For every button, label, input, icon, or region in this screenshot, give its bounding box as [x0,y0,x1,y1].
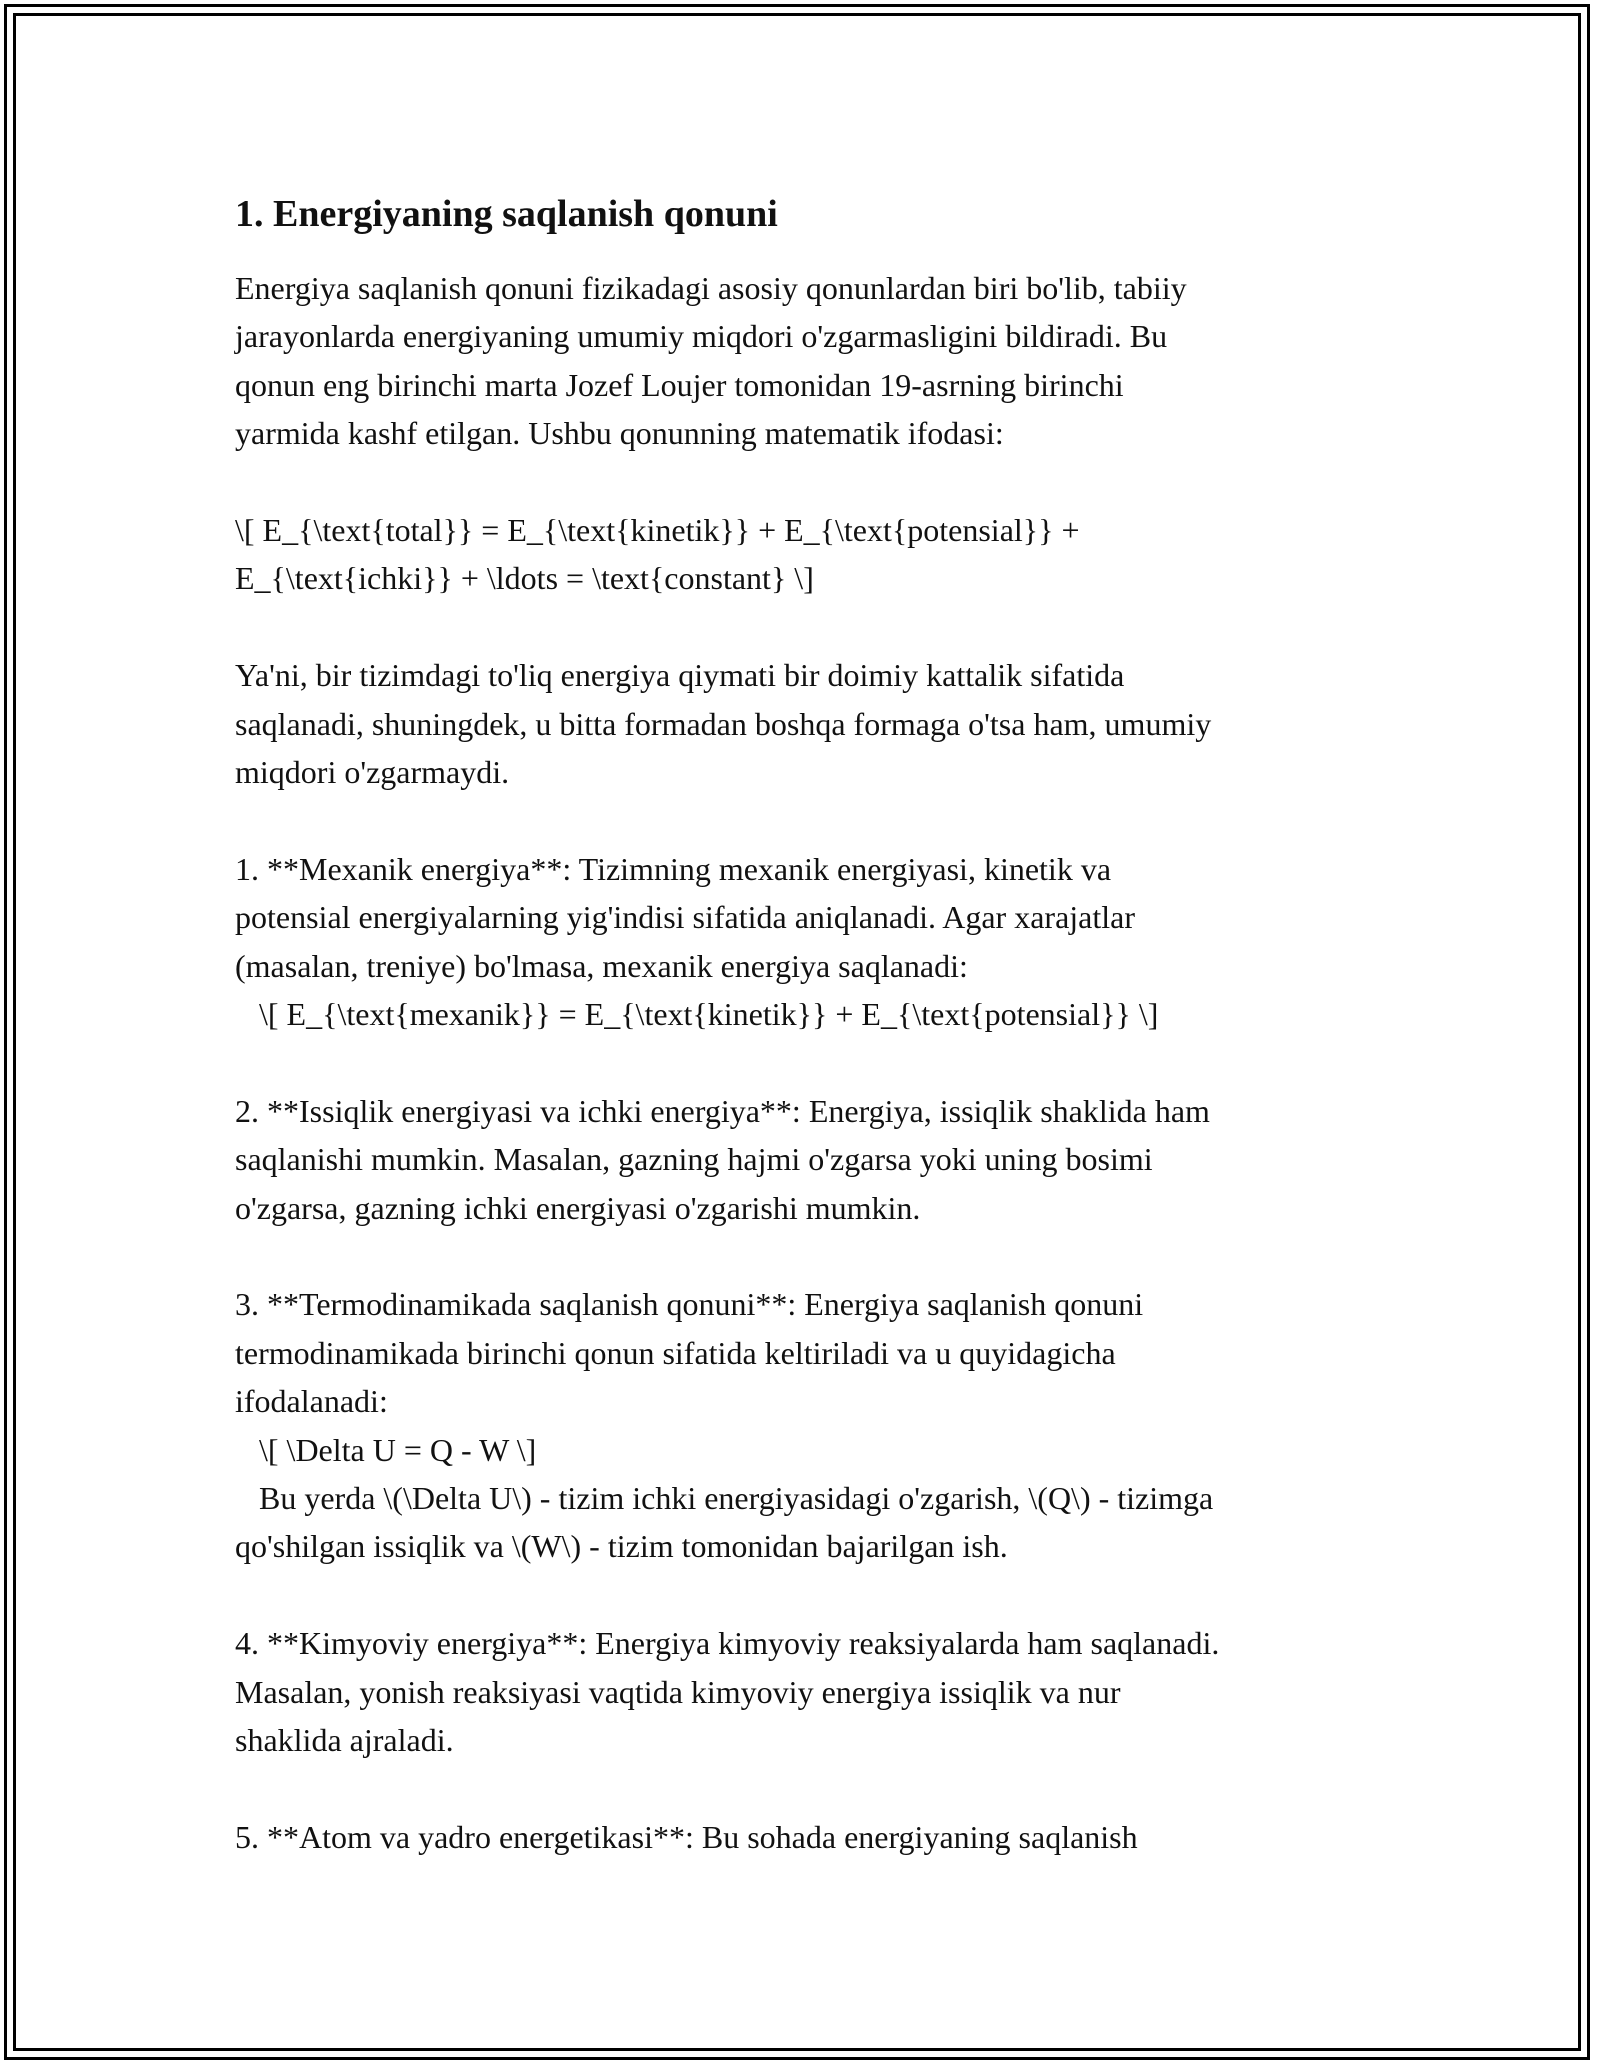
document-body [235,186,1365,1861]
list-item-thermodynamics: 3. **Termodinamikada saqlanish qonuni**: Energiya saqlanish qonuni termodinamikada birinchi qonun sifatida keltiriladi va u quyidagicha ifodalanadi: \[ \Delta U = Q - W \] Bu yerda \(\Delta U\) - tizim ichki energiyasidagi o'zgarish, \(Q\) - tizimga qo'shilgan issiqlik va \(W\) - tizim tomonidan bajarilgan ish. [235,1286,1214,1565]
explanation-paragraph: Ya'ni, bir tizimdagi to'liq energiya qiymati bir doimiy kattalik sifatida saqlanadi, shuningdek, u bitta formadan boshqa formaga o'tsa ham, umumiy miqdori o'zgarmaydi. [235,657,1212,791]
total-energy-formula: \[ E_{\text{total}} = E_{\text{kinetik}} + E_{\text{potensial}} + E_{\text{ichki}} + \ldots = \text{constant} \] [235,512,1080,597]
list-item-chemical-energy: 4. **Kimyoviy energiya**: Energiya kimyoviy reaksiyalarda ham saqlanadi. Masalan, yonish reaksiyasi vaqtida kimyoviy energiya issiqlik va nur shaklida ajraladi. [235,1625,1220,1759]
list-item-mechanical-energy: 1. **Mexanik energiya**: Tizimning mexanik energiyasi, kinetik va potensial energiyalarning yig'indisi sifatida aniqlanadi. Agar xarajatlar (masalan, treniye) bo'lmasa, mexanik energiya saqlanadi: \[ E_{\text{mexanik}} = E_{\text{kinetik}} + E_{\text{potensial}} \] [235,850,1159,1033]
list-item-thermal-energy: 2. **Issiqlik energiyasi va ichki energiya**: Energiya, issiqlik shaklida ham saqlanishi mumkin. Masalan, gazning hajmi o'zgarsa yoki uning bosimi o'zgarsa, gazning ichki energiyasi o'zgarishi mumkin. [235,1092,1210,1226]
document-title: 1. Energiyaning saqlanish qonuni [235,193,778,235]
intro-paragraph: Energiya saqlanish qonuni fizikadagi asosiy qonunlardan biri bo'lib, tabiiy jarayonlarda energiyaning umumiy miqdori o'zgarmasligini bildiradi. Bu qonun eng birinchi marta Jozef Loujer tomonidan 19-asrning birinchi yarmida kashf etilgan. Ushbu qonunning matematik ifodasi: [235,270,1187,452]
list-item-nuclear-energy: 5. **Atom va yadro energetikasi**: Bu sohada energiyaning saqlanish [235,1818,1138,1855]
